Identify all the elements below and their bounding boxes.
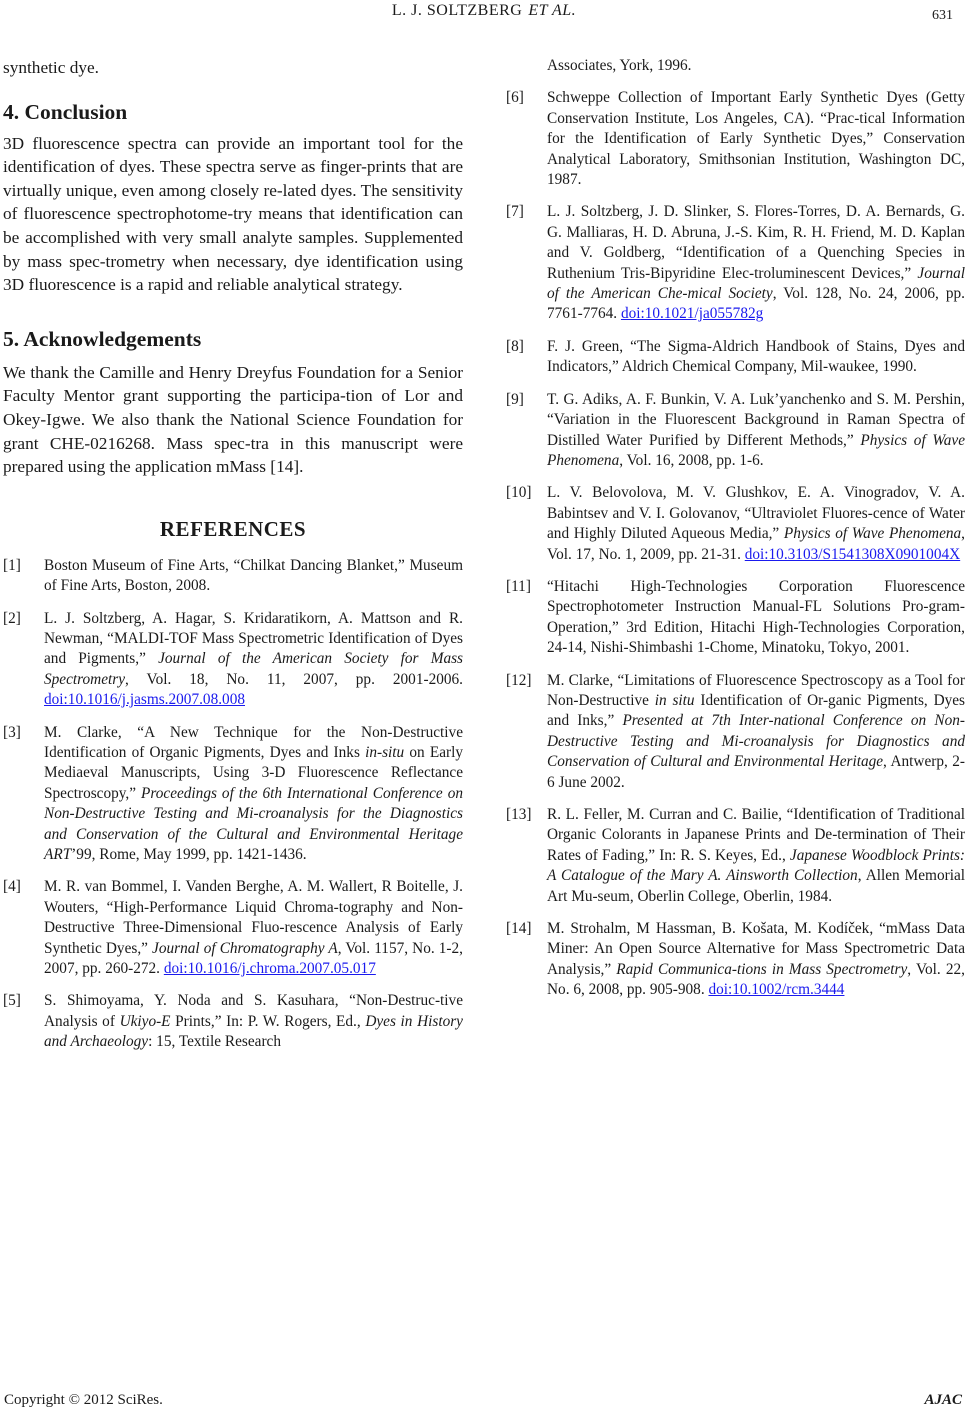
doi-link[interactable]: doi:10.1016/j.jasms.2007.08.008	[44, 691, 245, 709]
reference-item	[506, 671, 965, 793]
reference-item	[506, 919, 965, 1001]
reference-text: F. J. Green, “The Sigma-Aldrich Handbook of Stains, Dyes and Indicators,” Aldrich Chemical Company, Mil-waukee, 1990.	[547, 337, 965, 376]
reference-item	[506, 390, 965, 472]
reference-italic-text: Physics of Wave Phenomena	[783, 525, 962, 543]
reference-number: [7]	[506, 203, 524, 221]
reference-text: , Vol. 1157, No. 1-2, 2007, pp. 260-272.	[44, 939, 463, 978]
reference-text: M. R. van Bommel, I. Vanden Berghe, A. M. Wallert, R Boitelle, J. Wouters, “High-Performance Liquid Chroma-tography and Non-Destructive Three-Dimensional Fluo-rescence Analysis of Early Synthetic Dyes,”	[44, 878, 463, 957]
reference-item	[506, 88, 965, 190]
page-number: 631	[932, 8, 953, 23]
reference-number: [13]	[506, 806, 532, 823]
reference-text: , Vol. 22, No. 6, 2008, pp. 905-908.	[547, 960, 965, 999]
reference-number: [3]	[3, 723, 21, 741]
reference-number: [6]	[506, 89, 524, 107]
reference-number: [9]	[506, 390, 524, 408]
page-header	[0, 0, 968, 36]
reference-text: “Hitachi High-Technologies Corporation Fluorescence Spectrophotometer Instruction Manual-FL Solutions Pro-gram-Operation,” 3rd Edition, Hitachi High-Technologies Corporation, 24-14, Nishi-Shimbashi 1-Chome, Minatoku, Tokyo, 2001.	[547, 577, 965, 657]
doi-link[interactable]: doi:10.3103/S1541308X0901004X	[744, 545, 961, 563]
reference-number: [5]	[3, 992, 21, 1010]
reference-number: [14]	[506, 920, 532, 938]
acknowledgements-paragraph: We thank the Camille and Henry Dreyfus Foundation for a Senior Faculty Mentor grant supporting the participa-tion of Lor and Okey-Igwe. We also thank the National Science Foundation for grant CHE-0216268. Mass spec-tra in this manuscript were prepared using the application mMass [14].	[3, 362, 463, 477]
reference-text: , Vol. 18, No. 11, 2007, pp. 2001-2006.	[125, 670, 463, 688]
reference-item	[506, 805, 965, 907]
reference-text: , Vol. 128, No. 24, 2006, pp. 7761-7764.	[547, 285, 965, 323]
reference-text: Prints,” In: P. W. Rogers, Ed.,	[170, 1012, 366, 1030]
reference-italic-text: Journal of Chromatography A	[152, 939, 338, 957]
running-head-authors: L. J. SOLTZBERG	[391, 2, 523, 19]
reference-italic-text: Physics of Wave Phenomena	[547, 431, 965, 469]
left-column	[3, 56, 463, 1053]
reference-text: R. L. Feller, M. Curran and C. Bailie, “Identification of Traditional Organic Colorants in Japanese Prints and De-termination of Their Rates of Fading,” In: R. S. Keyes, Ed.,	[547, 806, 965, 864]
references-list-left	[3, 556, 463, 1053]
reference-text: L. V. Belovolova, M. V. Glushkov, E. A. Vinogradov, V. A. Babintsev and V. I. Golovanov, “Ultraviolet Fluores-cence of Water and Highly Diluted Aqueous Media,”	[547, 484, 965, 543]
reference-italic-text: Journal of the American Society for Mass Spectrometry	[44, 650, 464, 688]
reference-text: T. G. Adiks, A. F. Bunkin, V. A. Luk’yanchenko and S. M. Pershin, “Variation in the Fluorescent Background in Raman Spectra of Distilled Water Purified by Different Methods,”	[547, 390, 965, 449]
reference-text: , Vol. 16, 2008, pp. 1-6.	[619, 451, 764, 469]
reference-text: L. J. Soltzberg, J. D. Slinker, S. Flores-Torres, D. A. Bernards, G. G. Malliaras, H. D. Abruna, J.-S. Kim, R. H. Friend, M. D. Kaplan and V. Goldberg, “Identification of a Quenching Species in Ruthenium Tris-Bipyridine Elec-troluminescent Devices,”	[547, 203, 965, 282]
reference-italic-text: Rapid Communica-tions in Mass Spectrometry	[616, 960, 908, 978]
copyright-notice: Copyright © 2012 SciRes.	[4, 1392, 163, 1408]
reference-number: [2]	[3, 609, 21, 627]
reference-italic-text: Presented at 7th Inter-national Conference on Non-Destructive Testing and Mi-croanalysis for Diagnostics and Conservation of Cultural and Environmental Heritage	[547, 712, 965, 771]
doi-link[interactable]: doi:10.1016/j.chroma.2007.05.017	[163, 960, 376, 978]
references-heading: REFERENCES	[159, 516, 307, 541]
reference-italic-text: Journal of the American Che-mical Society	[547, 264, 965, 303]
reference-number: [12]	[506, 671, 532, 689]
reference-text: , Antwerp, 2-6 June 2002.	[547, 753, 965, 791]
reference-text: , Vol. 17, No. 1, 2009, pp. 21-31.	[547, 525, 965, 563]
reference-number: [4]	[3, 878, 21, 896]
reference-item	[3, 723, 463, 866]
continuation-text: synthetic dye.	[3, 58, 99, 77]
reference-item	[3, 556, 463, 597]
reference-item	[3, 877, 463, 979]
reference-text: M. Clarke, “Limitations of Fluorescence Spectroscopy as a Tool for Non-Destructive	[547, 671, 965, 709]
reference-italic-text: in situ	[654, 691, 695, 709]
reference-italic-text: Japanese Woodblock Prints: A Catalogue of the Mary A. Ainsworth Collection	[547, 846, 965, 885]
reference-item	[3, 991, 463, 1052]
running-head-et-al: ET AL.	[528, 2, 577, 19]
conclusion-paragraph: 3D fluorescence spectra can provide an important tool for the identification of dyes. These spectra serve as finger-prints that are virtually unique, even among closely re-lated dyes. The sensitivity of fluorescence spectrophotome-try means that identification can be accomplished with very small analyte samples. Supplemented by mass spec-trometry when necessary, dye identification using 3D fluorescence is a rapid and reliable analytical strategy.	[3, 133, 463, 295]
right-column	[506, 56, 965, 1013]
reference-text: M. Clarke, “A New Technique for the Non-Destructive Identification of Organic Pigments, Dyes and Inks	[44, 723, 463, 761]
reference-item	[506, 337, 965, 378]
running-head	[0, 2, 968, 20]
reference-italic-text: Proceedings of the 6th International Conference on Non-Destructive Testing and Mi-croanalysis for the Diagnostics and Conservation of the Cultural and Environmental Heritage ART	[44, 784, 463, 863]
reference-item	[3, 609, 463, 711]
reference-number: [8]	[506, 337, 524, 355]
reference-text: on Early Mediaeval Manuscripts, Using 3-D Fluorescence Reflectance Spectroscopy,”	[44, 743, 463, 802]
doi-link[interactable]: doi:10.1002/rcm.3444	[708, 981, 845, 999]
reference-text: S. Shimoyama, Y. Noda and S. Kasuhara, “Non-Destruc-tive Analysis of	[44, 992, 463, 1030]
acknowledgements-heading: 5. Acknowledgements	[3, 326, 202, 351]
reference-text: : 15, Textile Research	[148, 1033, 281, 1051]
reference-text: L. J. Soltzberg, A. Hagar, S. Kridaratikorn, A. Mattson and R. Newman, “MALDI-TOF Mass Spectrometric Identification of Dyes and Pigments,”	[44, 609, 463, 668]
doi-link[interactable]: doi:10.1021/ja055782g	[620, 305, 764, 323]
reference-text: M. Strohalm, M Hassman, B. Košata, M. Kodíček, “mMass Data Miner: An Open Source Alternative for Mass Spectrometric Data Analysis,”	[547, 920, 965, 978]
reference-item	[506, 202, 965, 324]
reference-number: [10]	[506, 484, 532, 502]
reference-text: Schweppe Collection of Important Early Synthetic Dyes (Getty Conservation Institute, Los Angeles, CA). “Prac-tical Information for the Identification of Early Synthetic Dyes,” Conservation Analytical Laboratory, Smithsonian Institution, Washington DC, 1987.	[547, 89, 965, 189]
reference-text: , Allen Memorial Art Mu-seum, Oberlin College, Oberlin, 1984.	[547, 867, 965, 905]
reference-item	[506, 483, 965, 565]
conclusion-heading: 4. Conclusion	[3, 99, 128, 124]
reference-item	[506, 577, 965, 659]
reference-italic-text: in-situ	[365, 743, 405, 761]
page-footer	[0, 1392, 968, 1412]
reference-continuation: Associates, York, 1996.	[547, 57, 692, 74]
reference-number: [1]	[3, 556, 21, 574]
reference-text: ’99, Rome, May 1999, pp. 1421-1436.	[71, 846, 307, 863]
reference-text: Boston Museum of Fine Arts, “Chilkat Dancing Blanket,” Museum of Fine Arts, Boston, 2008.	[44, 556, 463, 595]
journal-abbreviation: AJAC	[924, 1392, 962, 1408]
references-list-right	[506, 56, 965, 1001]
reference-number: [11]	[506, 577, 531, 595]
reference-italic-text: Dyes in History and Archaeology	[44, 1012, 463, 1051]
reference-italic-text: Ukiyo-E	[119, 1012, 171, 1030]
reference-text: Identification of Or-ganic Pigments, Dyes and Inks,”	[547, 691, 966, 730]
